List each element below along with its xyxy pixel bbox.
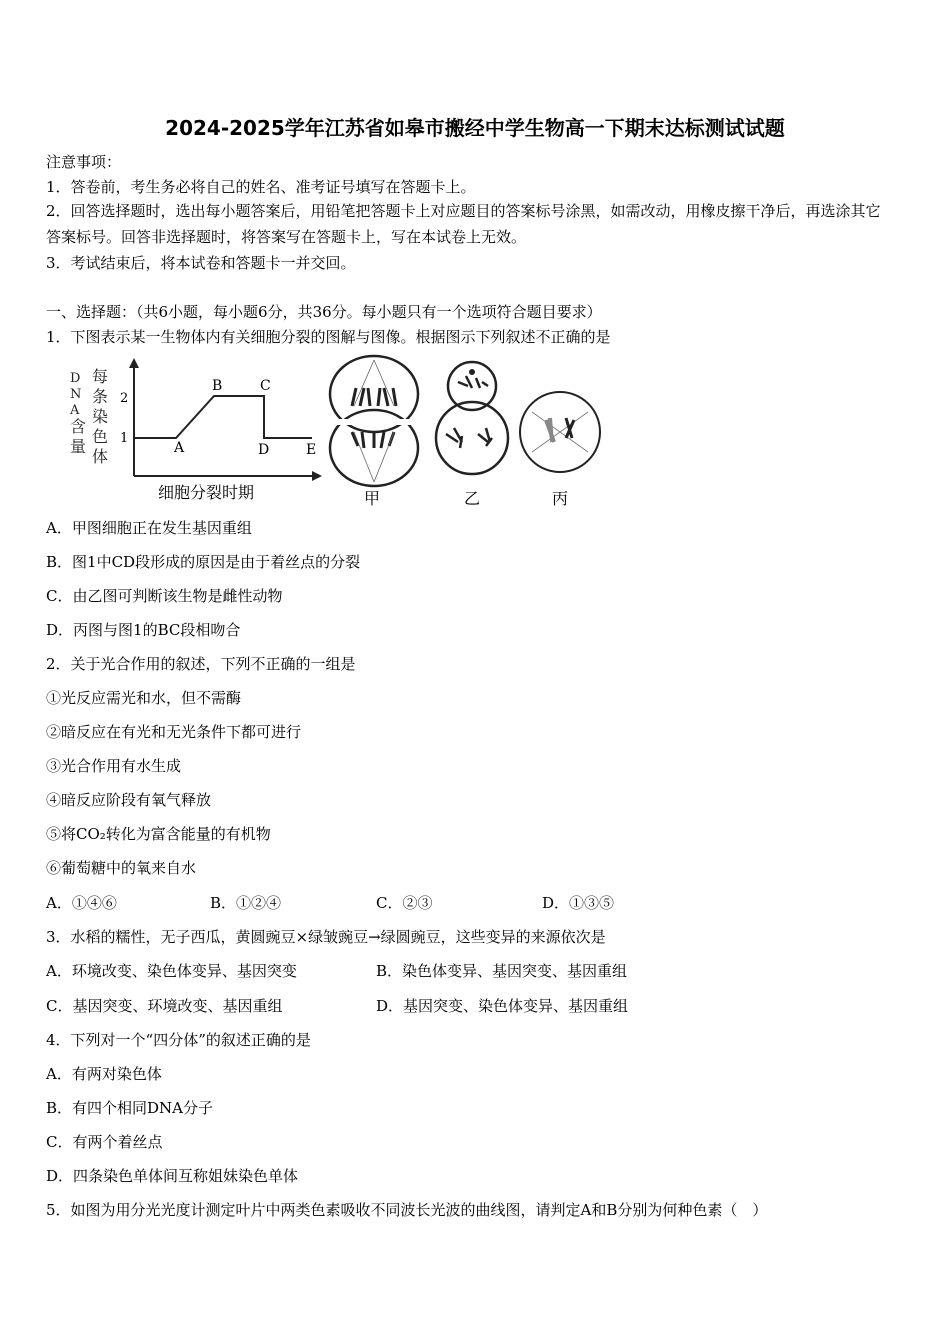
- q1-option-d: D．丙图与图1的BC段相吻合: [46, 621, 241, 639]
- ylabel-7: N: [70, 387, 82, 402]
- cell-label-yi: 乙: [464, 489, 481, 508]
- section-heading: 一、选择题：（共6小题，每小题6分，共36分。每小题只有一个选项符合题目要求）: [46, 303, 602, 321]
- q3-option-a: A．环境改变、染色体变异、基因突变: [46, 962, 297, 980]
- notice-item-3: 3．考试结束后，将本试卷和答题卡一并交回。: [46, 254, 356, 272]
- ylabel-5: 体: [92, 447, 109, 466]
- q5-stem: 5．如图为用分光光度计测定叶片中两类色素吸收不同波长光波的曲线图，请判定A和B分别为何种色素（ ）: [46, 1201, 768, 1219]
- page-title: 2024-2025学年江苏省如皋市搬经中学生物高一下期末达标测试试题: [165, 116, 785, 140]
- q2-stem: 2．关于光合作用的叙述，下列不正确的一组是: [46, 655, 356, 673]
- ylabel-8: A: [70, 403, 80, 418]
- notice-heading: 注意事项：: [46, 153, 122, 171]
- q4-option-c: C．有两个着丝点: [46, 1133, 163, 1151]
- q4-stem: 4．下列对一个“四分体”的叙述正确的是: [46, 1031, 311, 1049]
- ylabel-10: 量: [70, 437, 87, 456]
- q3-option-d: D．基因突变、染色体变异、基因重组: [376, 997, 629, 1015]
- ylabel-9: 含: [70, 417, 87, 436]
- point-A: A: [174, 440, 185, 456]
- point-B: B: [212, 378, 223, 394]
- cell-jia: [330, 356, 418, 486]
- q2-statement-5: ⑤将CO₂转化为富含能量的有机物: [46, 825, 271, 843]
- q4-option-b: B．有四个相同DNA分子: [46, 1099, 214, 1117]
- y-tick-1: 1: [120, 431, 129, 446]
- y-axis-arrow: [129, 358, 139, 368]
- ylabel-3: 染: [92, 407, 109, 426]
- q3-option-c: C．基因突变、环境改变、基因重组: [46, 997, 283, 1015]
- q2-option-b: B．①②④: [210, 894, 282, 912]
- cell-label-bing: 丙: [552, 489, 569, 508]
- x-axis-arrow: [312, 471, 322, 481]
- y-tick-2: 2: [120, 391, 129, 406]
- q3-option-b: B．染色体变异、基因突变、基因重组: [376, 962, 628, 980]
- q2-statement-1: ①光反应需光和水，但不需酶: [46, 689, 242, 707]
- cell-yi: [436, 362, 508, 474]
- q2-statement-3: ③光合作用有水生成: [46, 757, 182, 775]
- notice-item-1: 1．答卷前，考生务必将自己的姓名、准考证号填写在答题卡上。: [46, 178, 476, 196]
- q1-option-a: A．甲图细胞正在发生基因重组: [46, 519, 252, 537]
- point-C: C: [260, 378, 271, 394]
- cell-bing: [520, 392, 600, 472]
- q1-stem: 1．下图表示某一生物体内有关细胞分裂的图解与图像。根据图示下列叙述不正确的是: [46, 328, 611, 346]
- point-D: D: [258, 442, 270, 458]
- point-E: E: [306, 442, 317, 458]
- dna-curve: [134, 396, 312, 438]
- q3-stem: 3．水稻的糯性，无子西瓜，黄圆豌豆×绿皱豌豆→绿圆豌豆，这些变异的来源依次是: [46, 928, 606, 946]
- notice-item-2: 2．回答选择题时，选出每小题答案后，用铅笔把答题卡上对应题目的答案标号涂黑，如需改动，用橡皮擦干净后，再选涂其它答案标号。回答非选择题时，将答案写在答题卡上，写在本试卷上无效。: [46, 202, 881, 246]
- x-axis-label: 细胞分裂时期: [158, 483, 255, 502]
- q4-option-d: D．四条染色单体间互称姐妹染色单体: [46, 1167, 299, 1185]
- ylabel-1: 每: [92, 367, 109, 386]
- q2-option-a: A．①④⑥: [46, 894, 117, 912]
- q2-option-c: C．②③: [376, 894, 433, 912]
- q4-option-a: A．有两对染色体: [46, 1065, 162, 1083]
- ylabel-6: D: [70, 371, 81, 386]
- ylabel-4: 色: [92, 427, 109, 446]
- q2-statement-4: ④暗反应阶段有氧气释放: [46, 791, 212, 809]
- q2-statement-2: ②暗反应在有光和无光条件下都可进行: [46, 723, 302, 741]
- q1-option-c: C．由乙图可判断该生物是雌性动物: [46, 587, 283, 605]
- q2-statement-6: ⑥葡萄糖中的氧来自水: [46, 859, 197, 877]
- ylabel-2: 条: [92, 387, 109, 406]
- q1-option-b: B．图1中CD段形成的原因是由于着丝点的分裂: [46, 553, 361, 571]
- q1-figure: [62, 352, 622, 512]
- cell-label-jia: 甲: [364, 489, 381, 508]
- q2-option-d: D．①③⑤: [542, 894, 615, 912]
